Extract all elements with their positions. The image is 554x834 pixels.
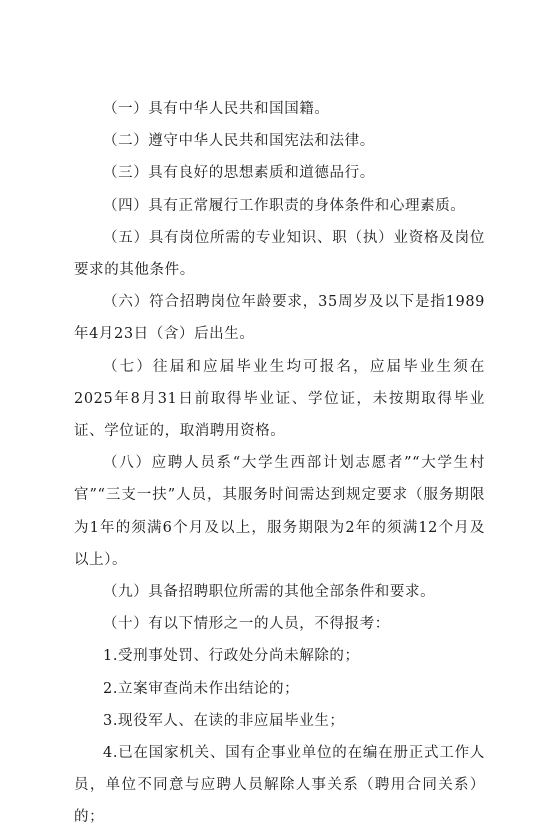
condition-exclusions: （十）有以下情形之一的人员，不得报考： — [103, 616, 390, 633]
condition-qualification: （五）具有岗位所需的专业知识、职（执）业资格及岗位要求的其他条件。 — [74, 229, 485, 279]
condition-age: （六）符合招聘岗位年龄要求，35周岁及以下是指1989年4月23日（含）后出生。 — [74, 294, 485, 343]
exclusion-item-4: 4.已在国家机关、国有企事业单位的在编在册正式工作人员，单位不同意与应聘人员解除人事关系（聘用合同关系）的； — [74, 745, 485, 826]
document-body — [74, 93, 485, 834]
condition-health: （四）具有正常履行工作职责的身体条件和心理素质。 — [103, 197, 466, 214]
exclusion-item-3: 3.现役军人、在读的非应届毕业生； — [103, 712, 345, 729]
condition-law: （二）遵守中华人民共和国宪法和法律。 — [103, 133, 375, 150]
condition-other: （九）具备招聘职位所需的其他全部条件和要求。 — [103, 584, 436, 601]
condition-nationality: （一）具有中华人民共和国国籍。 — [103, 101, 330, 117]
condition-graduates: （七）往届和应届毕业生均可报名，应届毕业生须在2025年8月31日前取得毕业证、学位证，未按期取得毕业证、学位证的，取消聘用资格。 — [74, 358, 485, 440]
condition-morality: （三）具有良好的思想素质和道德品行。 — [103, 165, 375, 182]
exclusion-item-2: 2.立案审查尚未作出结论的； — [103, 680, 300, 697]
condition-service-personnel: （八）应聘人员系“大学生西部计划志愿者”“大学生村官”“三支一扶”人员，其服务时间需达到规定要求（服务期限为1年的须满6个月及以上，服务期限为2年的须满12个月及以上）。 — [74, 455, 485, 568]
exclusion-item-1: 1.受刑事处罚、行政处分尚未解除的； — [103, 648, 360, 665]
